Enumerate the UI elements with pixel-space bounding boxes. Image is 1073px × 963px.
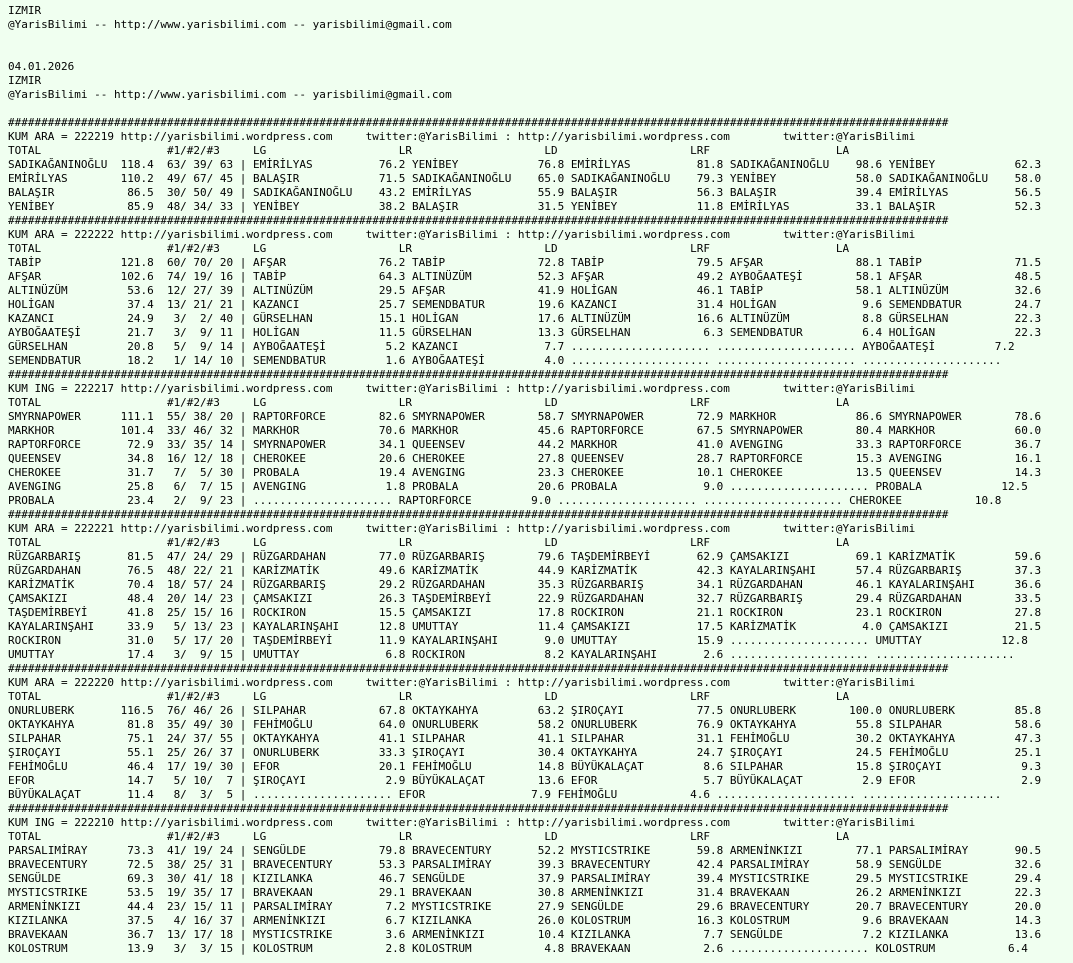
table-row: SENGÜLDE 69.3 30/ 41/ 18 | KIZILANKA 46.7 SENGÜLDE 37.9 PARSALIMİRAY 39.4 MYSTICSTRIKE 29.5 MYSTICSTRIKE 29.4 [8, 872, 1042, 885]
table-row: GÜRSELHAN 20.8 5/ 9/ 14 | AYBOĞAATEŞİ 5.2 KAZANCI 7.7 ..................... ..................... AYBOĞAATEŞİ 7.2 [8, 340, 1015, 353]
table-row: QUEENSEV 34.8 16/ 12/ 18 | CHEROKEE 20.6 CHEROKEE 27.8 QUEENSEV 28.7 RAPTORFORCE 15.3 AVENGING 16.1 [8, 452, 1042, 465]
table-row: AVENGING 25.8 6/ 7/ 15 | AVENGING 1.8 PROBALA 20.6 PROBALA 9.0 ..................... PROBALA 12.5 [8, 480, 1028, 493]
header-line: IZMIR [8, 74, 42, 87]
table-row: KAZANCI 24.9 3/ 2/ 40 | GÜRSELHAN 15.1 HOLİGAN 17.6 ALTINÜZÜM 16.6 ALTINÜZÜM 8.8 GÜRSELHAN 22.3 [8, 312, 1042, 325]
header-line: IZMIR [8, 4, 42, 17]
header-line: 04.01.2026 [8, 60, 75, 73]
table-row: TABİP 121.8 60/ 70/ 20 | AFŞAR 76.2 TABİP 72.8 TABİP 79.5 AFŞAR 88.1 TABİP 71.5 [8, 256, 1042, 269]
race-title: KUM ING = 222217 http://yarisbilimi.wordpress.com twitter:@YarisBilimi : http://yarisbilimi.wordpress.com twitter:@YarisBilimi [8, 382, 916, 395]
table-row: HOLİGAN 37.4 13/ 21/ 21 | KAZANCI 25.7 SEMENDBATUR 19.6 KAZANCI 31.4 HOLİGAN 9.6 SEMENDBATUR 24.7 [8, 298, 1042, 311]
table-row: RÜZGARDAHAN 76.5 48/ 22/ 21 | KARİZMATİK 49.6 KARİZMATİK 44.9 KARİZMATİK 42.3 KAYALARINŞAHI 57.4 RÜZGARBARIŞ 37.3 [8, 564, 1042, 577]
column-headers: TOTAL #1/#2/#3 LG LR LD LRF LA [8, 536, 850, 549]
column-headers: TOTAL #1/#2/#3 LG LR LD LRF LA [8, 830, 850, 843]
header-line: @YarisBilimi -- http://www.yarisbilimi.com -- yarisbilimi@gmail.com [8, 18, 452, 31]
header-line [8, 102, 1073, 116]
table-row: BÜYÜKALAÇAT 11.4 8/ 3/ 5 | ..................... EFOR 7.9 FEHİMOĞLU 4.6 ..................... ..................... [8, 788, 1002, 801]
column-headers: TOTAL #1/#2/#3 LG LR LD LRF LA [8, 144, 850, 157]
table-row: ŞIROÇAYI 55.1 25/ 26/ 37 | ONURLUBERK 33.3 ŞIROÇAYI 30.4 OKTAYKAHYA 24.7 ŞIROÇAYI 24.5 FEHİMOĞLU 25.1 [8, 746, 1042, 759]
table-row: AFŞAR 102.6 74/ 19/ 16 | TABİP 64.3 ALTINÜZÜM 52.3 AFŞAR 49.2 AYBOĞAATEŞİ 58.1 AFŞAR 48.5 [8, 270, 1042, 283]
table-row: BRAVECENTURY 72.5 38/ 25/ 31 | BRAVECENTURY 53.3 PARSALIMİRAY 39.3 BRAVECENTURY 42.4 PARSALIMİRAY 58.9 SENGÜLDE 32.6 [8, 858, 1042, 871]
race-title: KUM ARA = 222219 http://yarisbilimi.wordpress.com twitter:@YarisBilimi : http://yarisbilimi.wordpress.com twitter:@YarisBilimi [8, 130, 916, 143]
table-row: PROBALA 23.4 2/ 9/ 23 | ..................... RAPTORFORCE 9.0 ..................... ..................... CHEROKEE 10.8 [8, 494, 1002, 507]
separator-line: ############################################################################################################################################## [8, 508, 949, 521]
table-row: AYBOĞAATEŞİ 21.7 3/ 9/ 11 | HOLİGAN 11.5 GÜRSELHAN 13.3 GÜRSELHAN 6.3 SEMENDBATUR 6.4 HOLİGAN 22.3 [8, 326, 1042, 339]
table-row: TAŞDEMİRBEYİ 41.8 25/ 15/ 16 | ROCKIRON 15.5 ÇAMSAKIZI 17.8 ROCKIRON 21.1 ROCKIRON 23.1 ROCKIRON 27.8 [8, 606, 1042, 619]
table-row: ROCKIRON 31.0 5/ 17/ 20 | TAŞDEMİRBEYİ 11.9 KAYALARINŞAHI 9.0 UMUTTAY 15.9 ..................... UMUTTAY 12.8 [8, 634, 1028, 647]
table-row: RAPTORFORCE 72.9 33/ 35/ 14 | SMYRNAPOWER 34.1 QUEENSEV 44.2 MARKHOR 41.0 AVENGING 33.3 RAPTORFORCE 36.7 [8, 438, 1042, 451]
table-row: KOLOSTRUM 13.9 3/ 3/ 15 | KOLOSTRUM 2.8 KOLOSTRUM 4.8 BRAVEKAAN 2.6 ..................... KOLOSTRUM 6.4 [8, 942, 1028, 955]
table-row: SEMENDBATUR 18.2 1/ 14/ 10 | SEMENDBATUR 1.6 AYBOĞAATEŞİ 4.0 ..................... ..................... ..................... [8, 354, 1002, 367]
table-row: SILPAHAR 75.1 24/ 37/ 55 | OKTAYKAHYA 41.1 SILPAHAR 41.1 SILPAHAR 31.1 FEHİMOĞLU 30.2 OKTAYKAHYA 47.3 [8, 732, 1042, 745]
separator-line: ############################################################################################################################################## [8, 116, 949, 129]
table-row: FEHİMOĞLU 46.4 17/ 19/ 30 | EFOR 20.1 FEHİMOĞLU 14.8 BÜYÜKALAÇAT 8.6 SILPAHAR 15.8 ŞIROÇAYI 9.3 [8, 760, 1042, 773]
table-row: KARİZMATİK 70.4 18/ 57/ 24 | RÜZGARBARIŞ 29.2 RÜZGARDAHAN 35.3 RÜZGARBARIŞ 34.1 RÜZGARDAHAN 46.1 KAYALARINŞAHI 36.6 [8, 578, 1042, 591]
race-title: KUM ARA = 222220 http://yarisbilimi.wordpress.com twitter:@YarisBilimi : http://yarisbilimi.wordpress.com twitter:@YarisBilimi [8, 676, 916, 689]
table-row: MYSTICSTRIKE 53.5 19/ 35/ 17 | BRAVEKAAN 29.1 BRAVEKAAN 30.8 ARMENİNKIZI 31.4 BRAVEKAAN 26.2 ARMENİNKIZI 22.3 [8, 886, 1042, 899]
table-row: ALTINÜZÜM 53.6 12/ 27/ 39 | ALTINÜZÜM 29.5 AFŞAR 41.9 HOLİGAN 46.1 TABİP 58.1 ALTINÜZÜM 32.6 [8, 284, 1042, 297]
column-headers: TOTAL #1/#2/#3 LG LR LD LRF LA [8, 396, 850, 409]
table-row: RÜZGARBARIŞ 81.5 47/ 24/ 29 | RÜZGARDAHAN 77.0 RÜZGARBARIŞ 79.6 TAŞDEMİRBEYİ 62.9 ÇAMSAKIZI 69.1 KARİZMATİK 59.6 [8, 550, 1042, 563]
table-row: KAYALARINŞAHI 33.9 5/ 13/ 23 | KAYALARINŞAHI 12.8 UMUTTAY 11.4 ÇAMSAKIZI 17.5 KARİZMATİK 4.0 ÇAMSAKIZI 21.5 [8, 620, 1042, 633]
table-row: ONURLUBERK 116.5 76/ 46/ 26 | SILPAHAR 67.8 OKTAYKAHYA 63.2 ŞIROÇAYI 77.5 ONURLUBERK 100.0 ONURLUBERK 85.8 [8, 704, 1042, 717]
column-headers: TOTAL #1/#2/#3 LG LR LD LRF LA [8, 242, 850, 255]
header-line [8, 46, 1073, 60]
table-row: BALAŞIR 86.5 30/ 50/ 49 | SADIKAĞANINOĞLU 43.2 EMİRİLYAS 55.9 BALAŞIR 56.3 BALAŞIR 39.4 EMİRİLYAS 56.5 [8, 186, 1042, 199]
race-title: KUM ING = 222210 http://yarisbilimi.wordpress.com twitter:@YarisBilimi : http://yarisbilimi.wordpress.com twitter:@YarisBilimi [8, 816, 916, 829]
separator-line: ############################################################################################################################################## [8, 662, 949, 675]
separator-line: ############################################################################################################################################## [8, 802, 949, 815]
race-title: KUM ARA = 222222 http://yarisbilimi.wordpress.com twitter:@YarisBilimi : http://yarisbilimi.wordpress.com twitter:@YarisBilimi [8, 228, 916, 241]
table-row: ÇAMSAKIZI 48.4 20/ 14/ 23 | ÇAMSAKIZI 26.3 TAŞDEMİRBEYİ 22.9 RÜZGARDAHAN 32.7 RÜZGARBARIŞ 29.4 RÜZGARDAHAN 33.5 [8, 592, 1042, 605]
column-headers: TOTAL #1/#2/#3 LG LR LD LRF LA [8, 690, 850, 703]
table-row: BRAVEKAAN 36.7 13/ 17/ 18 | MYSTICSTRIKE 3.6 ARMENİNKIZI 10.4 KIZILANKA 7.7 SENGÜLDE 7.2 KIZILANKA 13.6 [8, 928, 1042, 941]
header-line [8, 32, 1073, 46]
header-line: @YarisBilimi -- http://www.yarisbilimi.com -- yarisbilimi@gmail.com [8, 88, 452, 101]
table-row: SADIKAĞANINOĞLU 118.4 63/ 39/ 63 | EMİRİLYAS 76.2 YENİBEY 76.8 EMİRİLYAS 81.8 SADIKAĞANINOĞLU 98.6 YENİBEY 62.3 [8, 158, 1042, 171]
table-row: SMYRNAPOWER 111.1 55/ 38/ 20 | RAPTORFORCE 82.6 SMYRNAPOWER 58.7 SMYRNAPOWER 72.9 MARKHOR 86.6 SMYRNAPOWER 78.6 [8, 410, 1042, 423]
separator-line: ############################################################################################################################################## [8, 368, 949, 381]
separator-line: ############################################################################################################################################## [8, 214, 949, 227]
table-row: OKTAYKAHYA 81.8 35/ 49/ 30 | FEHİMOĞLU 64.0 ONURLUBERK 58.2 ONURLUBERK 76.9 OKTAYKAHYA 55.8 SILPAHAR 58.6 [8, 718, 1042, 731]
table-row: YENİBEY 85.9 48/ 34/ 33 | YENİBEY 38.2 BALAŞIR 31.5 YENİBEY 11.8 EMİRİLYAS 33.1 BALAŞIR 52.3 [8, 200, 1042, 213]
table-row: UMUTTAY 17.4 3/ 9/ 15 | UMUTTAY 6.8 ROCKIRON 8.2 KAYALARINŞAHI 2.6 ..................... ..................... [8, 648, 1015, 661]
table-row: EFOR 14.7 5/ 10/ 7 | ŞIROÇAYI 2.9 BÜYÜKALAÇAT 13.6 EFOR 5.7 BÜYÜKALAÇAT 2.9 EFOR 2.9 [8, 774, 1042, 787]
table-row: PARSALIMİRAY 73.3 41/ 19/ 24 | SENGÜLDE 79.8 BRAVECENTURY 52.2 MYSTICSTRIKE 59.8 ARMENİNKIZI 77.1 PARSALIMİRAY 90.5 [8, 844, 1042, 857]
table-row: CHEROKEE 31.7 7/ 5/ 30 | PROBALA 19.4 AVENGING 23.3 CHEROKEE 10.1 CHEROKEE 13.5 QUEENSEV 14.3 [8, 466, 1042, 479]
table-row: MARKHOR 101.4 33/ 46/ 32 | MARKHOR 70.6 MARKHOR 45.6 RAPTORFORCE 67.5 SMYRNAPOWER 80.4 MARKHOR 60.0 [8, 424, 1042, 437]
table-row: ARMENİNKIZI 44.4 23/ 15/ 11 | PARSALIMİRAY 7.2 MYSTICSTRIKE 27.9 SENGÜLDE 29.6 BRAVECENTURY 20.7 BRAVECENTURY 20.0 [8, 900, 1042, 913]
race-title: KUM ARA = 222221 http://yarisbilimi.wordpress.com twitter:@YarisBilimi : http://yarisbilimi.wordpress.com twitter:@YarisBilimi [8, 522, 916, 535]
table-row: EMİRİLYAS 110.2 49/ 67/ 45 | BALAŞIR 71.5 SADIKAĞANINOĞLU 65.0 SADIKAĞANINOĞLU 79.3 YENİBEY 58.0 SADIKAĞANINOĞLU 58.0 [8, 172, 1042, 185]
table-row: KIZILANKA 37.5 4/ 16/ 37 | ARMENİNKIZI 6.7 KIZILANKA 26.0 KOLOSTRUM 16.3 KOLOSTRUM 9.6 BRAVEKAAN 14.3 [8, 914, 1042, 927]
